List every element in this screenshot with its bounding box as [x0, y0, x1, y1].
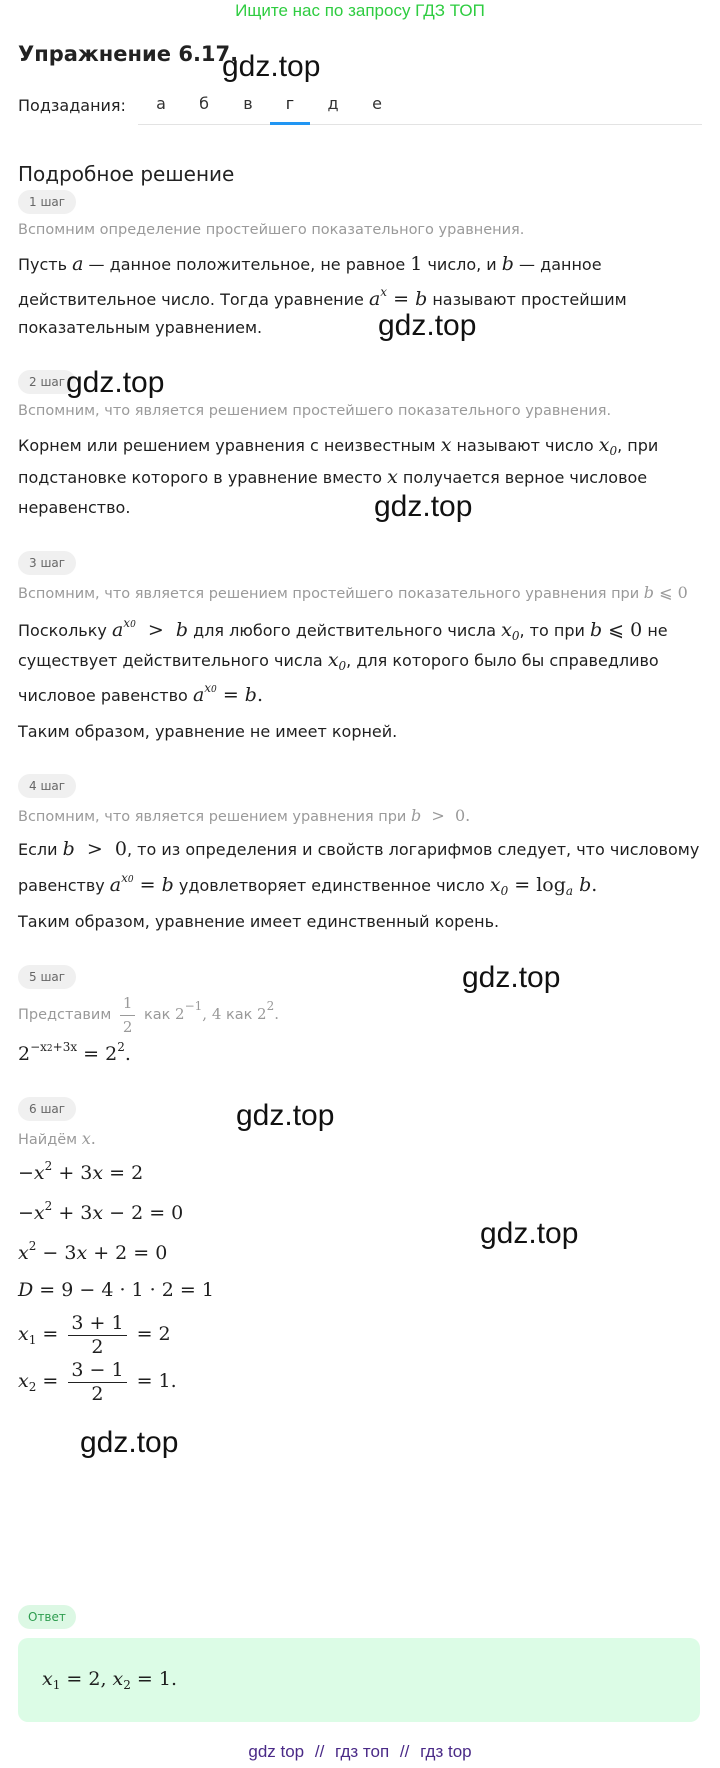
- page-title: Упражнение 6.17.: [18, 42, 239, 66]
- watermark: gdz.top: [222, 50, 321, 83]
- footer-link[interactable]: гдз top: [420, 1742, 472, 1761]
- step-badge: 1 шаг: [18, 190, 76, 214]
- step-badge: 6 шаг: [18, 1097, 76, 1121]
- tab-a[interactable]: а: [156, 94, 166, 113]
- step-text: показательным уравнением.: [18, 318, 263, 337]
- step-text: равенству $a^{x0} = b$ удовлетворяет единственное число $x_0 = \log_a b$.: [18, 871, 598, 898]
- subtasks-label: Подзадания:: [18, 96, 126, 115]
- tab-d[interactable]: д: [327, 94, 339, 113]
- step-hint: Представим $\frac{1}{2}$ как $2^{-1}$, 4 как $2^2$.: [18, 994, 279, 1036]
- step-text: числовое равенство $a^{x0} = b$.: [18, 681, 263, 706]
- footer-link[interactable]: гдз топ: [335, 1742, 390, 1761]
- tab-b[interactable]: б: [199, 94, 209, 113]
- watermark: gdz.top: [236, 1099, 335, 1132]
- step-badge: 4 шаг: [18, 774, 76, 798]
- step-text: Если b > 0, то из определения и свойств логарифмов следует, что числовому: [18, 838, 700, 860]
- equation: D = 9 − 4 · 1 · 2 = 1: [18, 1279, 214, 1301]
- watermark: gdz.top: [374, 490, 473, 523]
- step-badge: 3 шаг: [18, 551, 76, 575]
- watermark: gdz.top: [80, 1426, 179, 1459]
- equation: $x_1$ = $\frac{3 + 1}{2}$ = 2: [18, 1312, 171, 1358]
- footer-links: [0, 1742, 720, 1762]
- step-text: подстановке которого в уравнение вместо x получается верное числовое: [18, 466, 648, 488]
- footer-link[interactable]: gdz top: [248, 1742, 305, 1761]
- step-text: неравенство.: [18, 498, 131, 517]
- step-text: Корнем или решением уравнения с неизвестным x называют число $x_0$, при: [18, 434, 659, 458]
- step-hint: Вспомним, что является решением простейшего показательного уравнения при b ⩽ 0: [18, 583, 688, 602]
- step-badge: 2 шаг: [18, 370, 76, 394]
- footer-separator: //: [399, 1742, 410, 1761]
- promo-banner[interactable]: Ищите нас по запросу ГДЗ ТОП: [235, 1, 485, 20]
- answer-text: $x_1 = 2$, $x_2 = 1$.: [42, 1668, 178, 1692]
- answer-badge: Ответ: [18, 1605, 76, 1629]
- watermark: gdz.top: [480, 1217, 579, 1250]
- watermark: gdz.top: [462, 961, 561, 994]
- step-text: действительное число. Тогда уравнение $a^x = b$ называют простейшим: [18, 285, 627, 310]
- step-text: Таким образом, уравнение не имеет корней.: [18, 722, 398, 741]
- subtasks-nav: [18, 94, 702, 126]
- step-text: Пусть a — данное положительное, не равное 1 число, и b — данное: [18, 253, 602, 275]
- step-text: Таким образом, уравнение имеет единственный корень.: [18, 912, 500, 931]
- section-title: Подробное решение: [18, 162, 235, 186]
- tab-g[interactable]: г: [270, 94, 310, 125]
- watermark: gdz.top: [66, 366, 165, 399]
- equation: $x_2$ = $\frac{3 - 1}{2}$ = 1.: [18, 1359, 177, 1405]
- step-text: существует действительного числа $x_0$, для которого было бы справедливо: [18, 649, 659, 673]
- step-badge: 5 шаг: [18, 965, 76, 989]
- answer-box: [18, 1638, 700, 1722]
- equation: $2^{-x2+3x} = 2^2$.: [18, 1040, 131, 1065]
- step-text: Поскольку $a^{x0} > b$ для любого действительного числа $x_0$, то при b ⩽ 0 не: [18, 616, 668, 643]
- equation: $-x^2 + 3x = 2$: [18, 1159, 144, 1184]
- equation: $x^2 - 3x + 2 = 0$: [18, 1239, 168, 1264]
- step-hint: Вспомним, что является решением простейшего показательного уравнения.: [18, 403, 612, 419]
- footer-separator: //: [314, 1742, 325, 1761]
- tab-v[interactable]: в: [243, 94, 253, 113]
- tab-e[interactable]: е: [372, 94, 382, 113]
- step-hint: Вспомним определение простейшего показательного уравнения.: [18, 222, 525, 238]
- equation: $-x^2 + 3x - 2 = 0$: [18, 1199, 184, 1224]
- watermark: gdz.top: [378, 309, 477, 342]
- step-hint: Найдём x.: [18, 1129, 96, 1148]
- step-hint: Вспомним, что является решением уравнения при b > 0.: [18, 806, 471, 825]
